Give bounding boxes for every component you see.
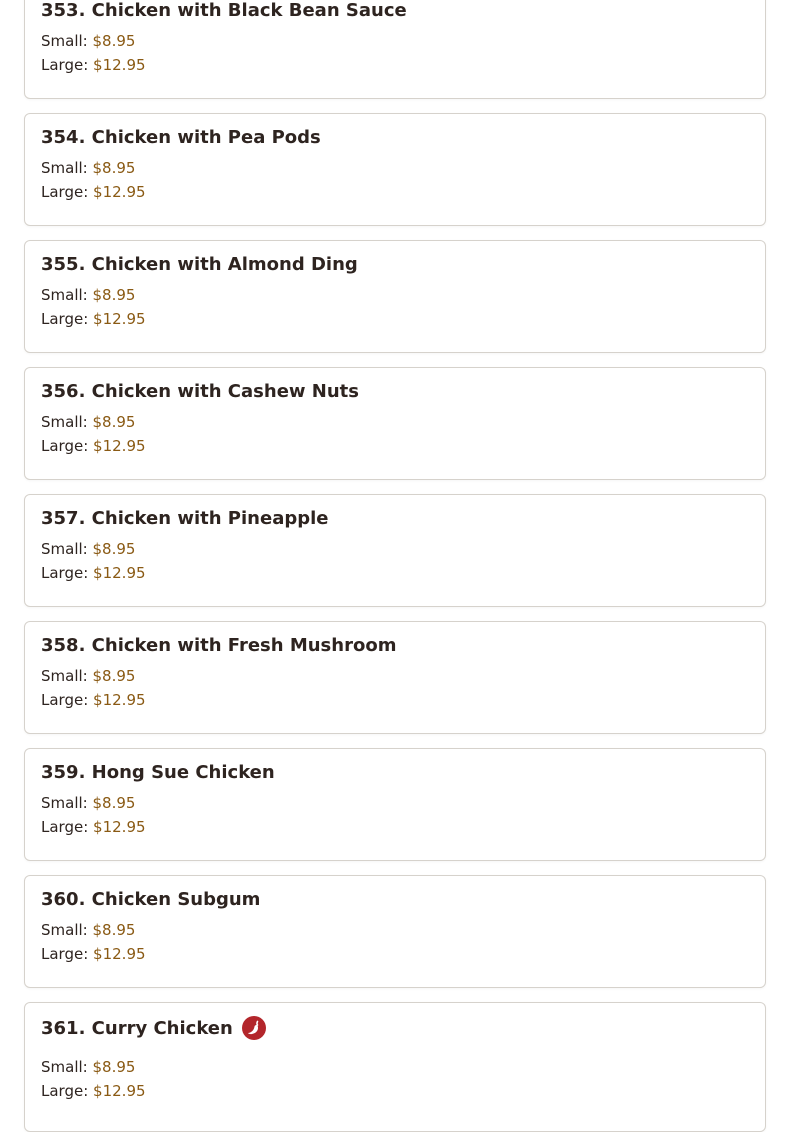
price-large-value: $12.95 bbox=[93, 1082, 146, 1100]
price-small-value: $8.95 bbox=[92, 286, 136, 304]
price-small-value: $8.95 bbox=[92, 413, 136, 431]
menu-item-title: 356. Chicken with Cashew Nuts bbox=[41, 381, 359, 402]
menu-item-card[interactable] bbox=[24, 0, 766, 99]
menu-item-title: 361. Curry Chicken bbox=[41, 1016, 266, 1040]
price-large-value: $12.95 bbox=[93, 945, 146, 963]
menu-item-title: 360. Chicken Subgum bbox=[41, 889, 261, 910]
menu-item-card[interactable] bbox=[24, 494, 766, 607]
menu-item-card[interactable] bbox=[24, 875, 766, 988]
price-large: Large: $12.95 bbox=[41, 564, 146, 582]
menu-item-title: 359. Hong Sue Chicken bbox=[41, 762, 275, 783]
price-large-value: $12.95 bbox=[93, 56, 146, 74]
price-large: Large: $12.95 bbox=[41, 818, 146, 836]
price-large-value: $12.95 bbox=[93, 818, 146, 836]
price-large: Large: $12.95 bbox=[41, 945, 146, 963]
price-small-value: $8.95 bbox=[92, 1058, 136, 1076]
menu-item-card[interactable] bbox=[24, 113, 766, 226]
price-small-value: $8.95 bbox=[92, 32, 136, 50]
price-small: Small: $8.95 bbox=[41, 413, 136, 431]
menu-item-card[interactable] bbox=[24, 240, 766, 353]
menu-item-card[interactable] bbox=[24, 367, 766, 480]
price-small: Small: $8.95 bbox=[41, 540, 136, 558]
chili-pepper-icon bbox=[242, 1016, 266, 1040]
price-small-value: $8.95 bbox=[92, 540, 136, 558]
price-large: Large: $12.95 bbox=[41, 1082, 146, 1100]
price-small: Small: $8.95 bbox=[41, 794, 136, 812]
price-small: Small: $8.95 bbox=[41, 921, 136, 939]
price-small-value: $8.95 bbox=[92, 667, 136, 685]
menu-item-title: 355. Chicken with Almond Ding bbox=[41, 254, 358, 275]
price-small: Small: $8.95 bbox=[41, 1058, 136, 1076]
price-small: Small: $8.95 bbox=[41, 667, 136, 685]
price-large-value: $12.95 bbox=[93, 437, 146, 455]
menu-item-title: 358. Chicken with Fresh Mushroom bbox=[41, 635, 397, 656]
price-large-value: $12.95 bbox=[93, 564, 146, 582]
price-large: Large: $12.95 bbox=[41, 56, 146, 74]
menu-item-title: 357. Chicken with Pineapple bbox=[41, 508, 329, 529]
price-small-value: $8.95 bbox=[92, 794, 136, 812]
menu-item-card[interactable] bbox=[24, 1002, 766, 1132]
price-small-value: $8.95 bbox=[92, 921, 136, 939]
price-small-value: $8.95 bbox=[92, 159, 136, 177]
price-small: Small: $8.95 bbox=[41, 32, 136, 50]
price-large-value: $12.95 bbox=[93, 691, 146, 709]
price-small: Small: $8.95 bbox=[41, 286, 136, 304]
menu-item-card[interactable] bbox=[24, 621, 766, 734]
menu-item-title: 353. Chicken with Black Bean Sauce bbox=[41, 0, 407, 21]
menu-item-title: 354. Chicken with Pea Pods bbox=[41, 127, 321, 148]
price-large: Large: $12.95 bbox=[41, 183, 146, 201]
price-large-value: $12.95 bbox=[93, 183, 146, 201]
price-large-value: $12.95 bbox=[93, 310, 146, 328]
price-large: Large: $12.95 bbox=[41, 310, 146, 328]
price-small: Small: $8.95 bbox=[41, 159, 136, 177]
price-large: Large: $12.95 bbox=[41, 437, 146, 455]
menu-item-card[interactable] bbox=[24, 748, 766, 861]
price-large: Large: $12.95 bbox=[41, 691, 146, 709]
